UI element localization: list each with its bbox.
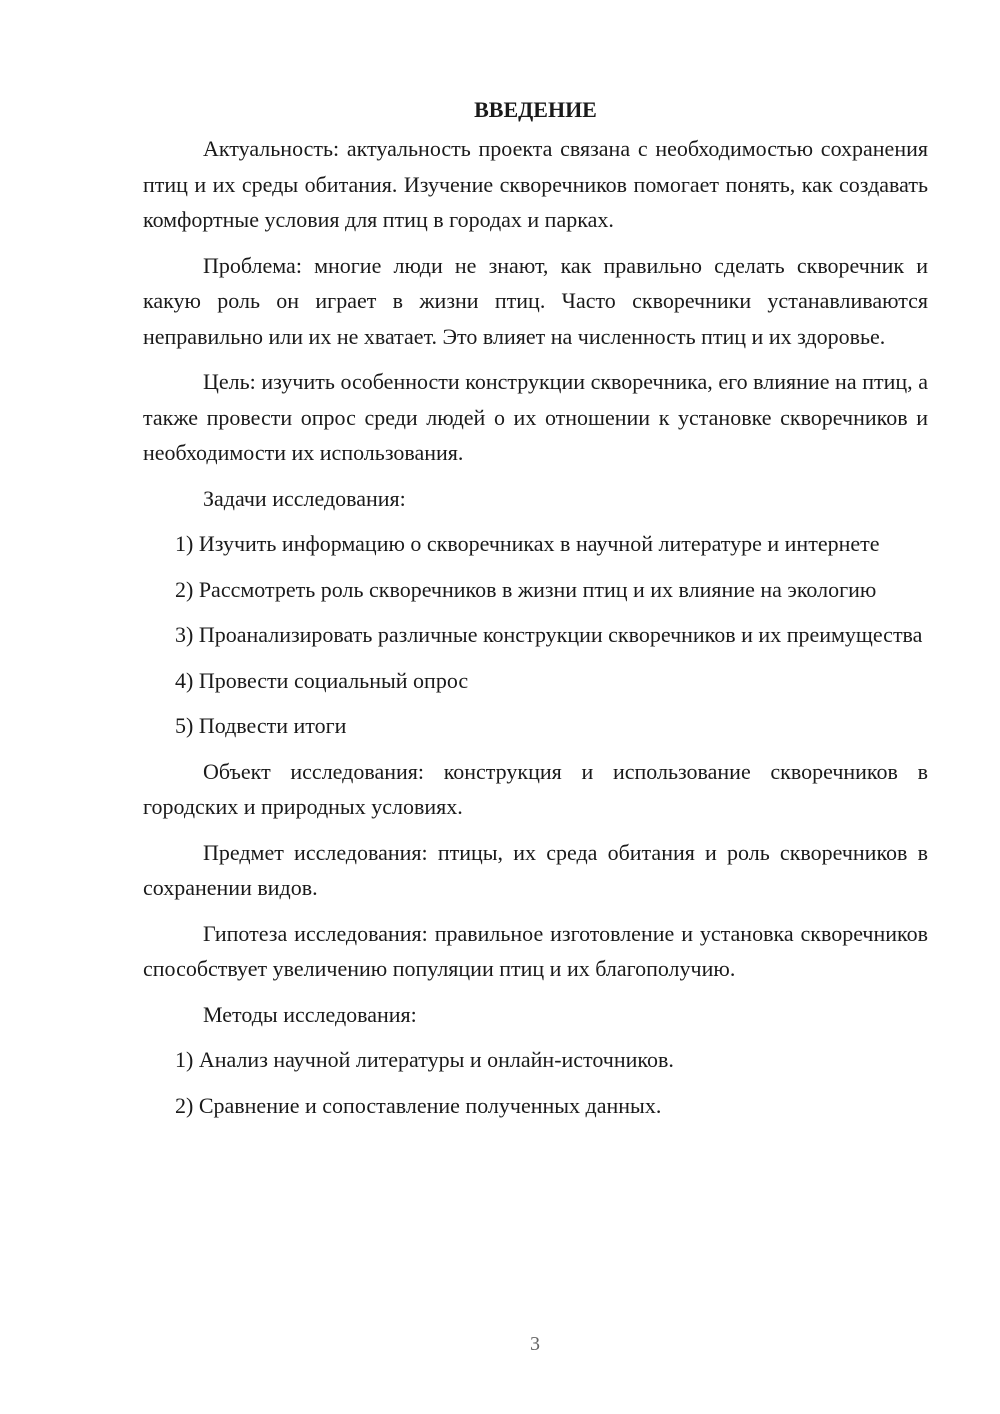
document-page bbox=[143, 92, 928, 1133]
problem-paragraph: Проблема: многие люди не знают, как правильно сделать скворечник и какую роль он играет в жизни птиц. Часто скворечники устанавливаются неправильно или их не хватает. Это влияет на численность птиц и их здоровье. bbox=[143, 252, 928, 349]
method-item-1: 1) Анализ научной литературы и онлайн-источников. bbox=[175, 1047, 674, 1072]
tasks-heading: Задачи исследования: bbox=[203, 485, 406, 511]
task-item-2: 2) Рассмотреть роль скворечников в жизни птиц и их влияние на экологию bbox=[175, 576, 877, 602]
object-paragraph: Объект исследования: конструкция и использование скворечников в городских и природных условиях. bbox=[143, 758, 928, 819]
section-heading: ВВЕДЕНИЕ bbox=[474, 97, 597, 122]
task-item-4: 4) Провести социальный опрос bbox=[175, 667, 469, 693]
task-item-1: 1) Изучить информацию о скворечниках в научной литературе и интернете bbox=[175, 531, 880, 556]
method-item-2: 2) Сравнение и сопоставление полученных данных. bbox=[175, 1092, 662, 1118]
relevance-paragraph: Актуальность: актуальность проекта связана с необходимостью сохранения птиц и их среды обитания. Изучение скворечников помогает понять, как создавать комфортные условия для птиц в городах и парках. bbox=[143, 136, 928, 232]
goal-paragraph: Цель: изучить особенности конструкции скворечника, его влияние на птиц, а также провести опрос среди людей о их отношении к установке скворечников и необходимости их использования. bbox=[143, 369, 928, 465]
methods-heading: Методы исследования: bbox=[203, 1001, 417, 1027]
subject-paragraph: Предмет исследования: птицы, их среда обитания и роль скворечников в сохранении видов. bbox=[143, 839, 928, 900]
task-item-5: 5) Подвести итоги bbox=[175, 713, 347, 738]
task-item-3: 3) Проанализировать различные конструкции скворечников и их преимущества bbox=[175, 622, 923, 647]
hypothesis-paragraph: Гипотеза исследования: правильное изготовление и установка скворечников способствует увеличению популяции птиц и их благополучию. bbox=[143, 920, 928, 981]
page-number: 3 bbox=[530, 1333, 540, 1355]
